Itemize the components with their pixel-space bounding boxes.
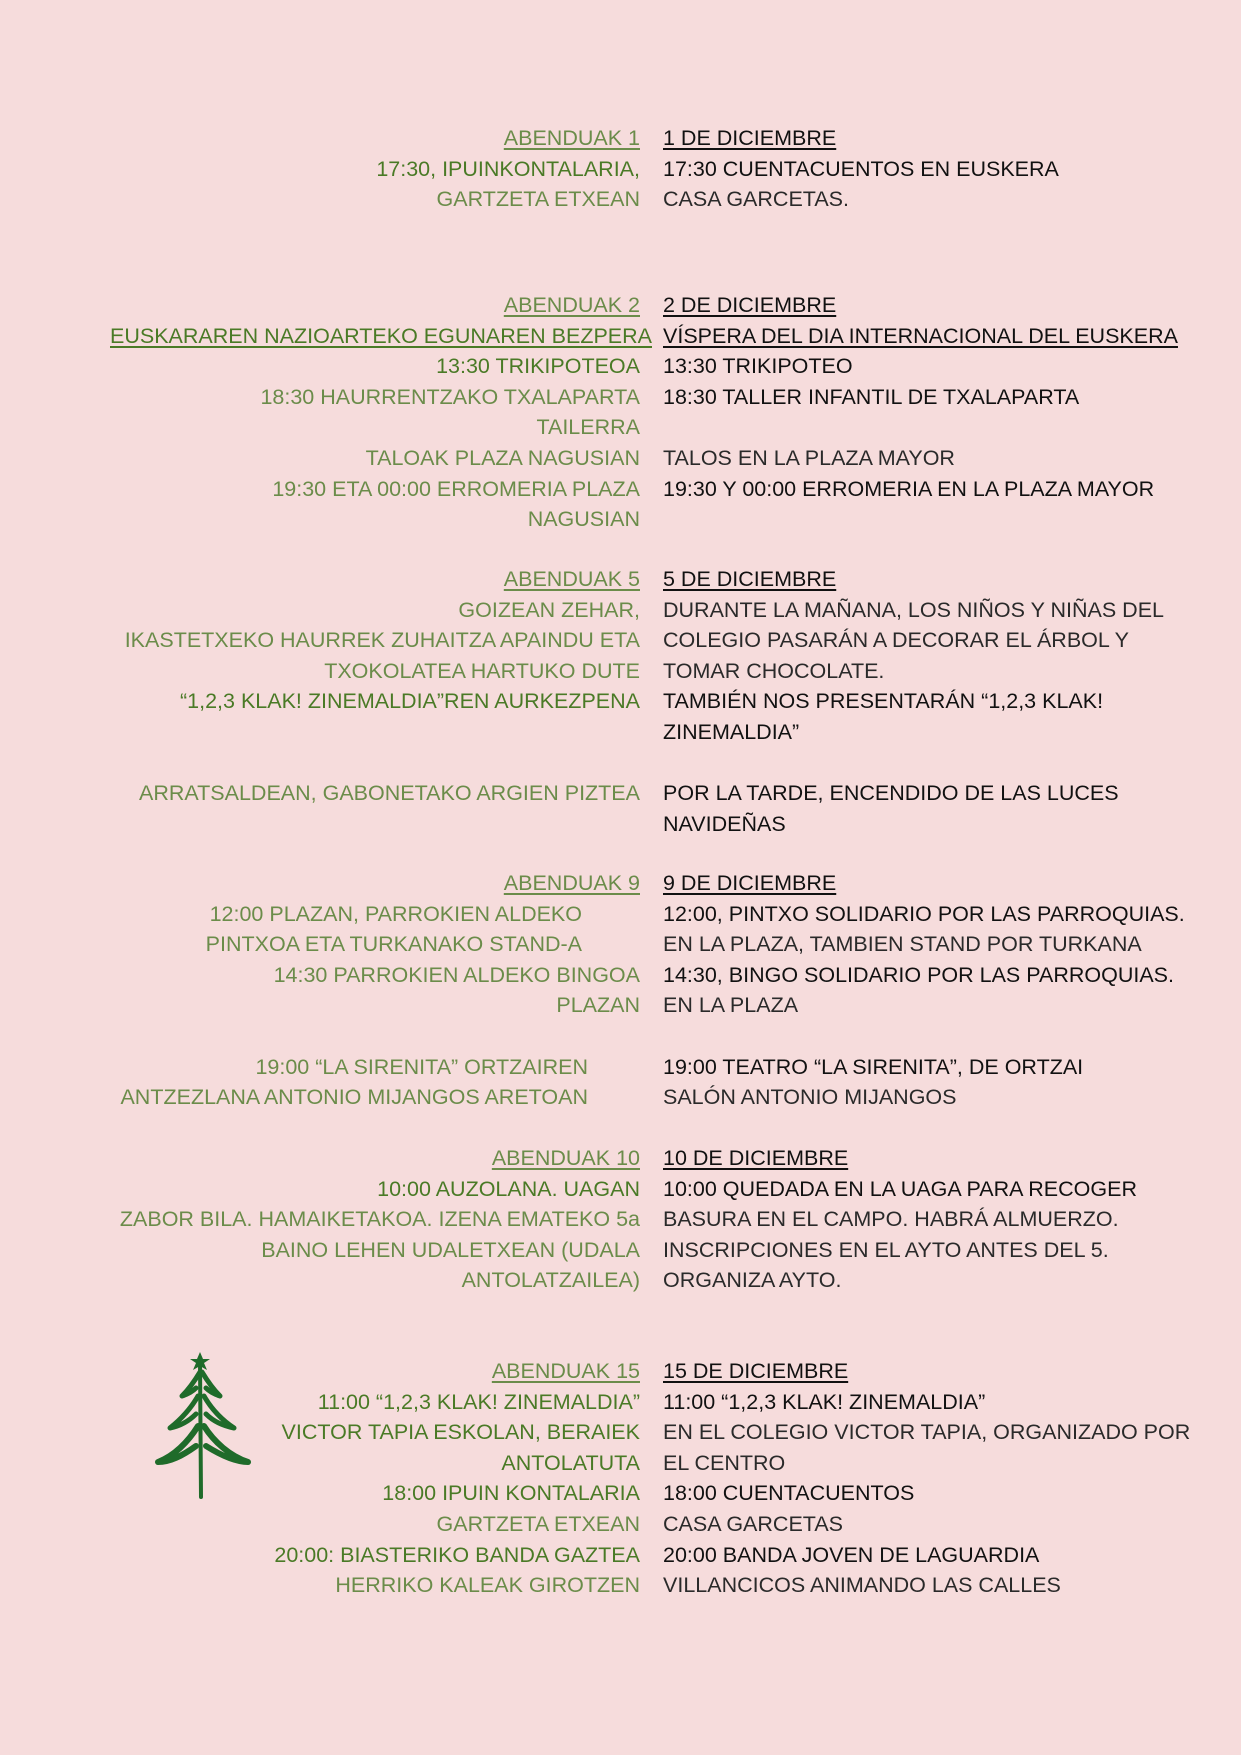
- spanish-column: [663, 1356, 1191, 1601]
- spanish-line-date-heading: 2 DE DICIEMBRE: [663, 293, 837, 317]
- basque-line: 19:00 “LA SIRENITA” ORTZAIREN: [255, 1054, 588, 1079]
- spanish-line-date-heading: 10 DE DICIEMBRE: [663, 1146, 849, 1170]
- spanish-line: 19:00 TEATRO “LA SIRENITA”, DE ORTZAI: [663, 1054, 1084, 1079]
- basque-line: GARTZETA ETXEAN: [436, 187, 640, 212]
- basque-line-date-heading: ABENDUAK 9: [503, 871, 640, 895]
- basque-line-date-heading: ABENDUAK 15: [491, 1359, 640, 1383]
- basque-line: TALOAK PLAZA NAGUSIAN: [365, 445, 640, 470]
- spanish-column: [663, 868, 1183, 1113]
- spanish-line: BASURA EN EL CAMPO. HABRÁ ALMUERZO.: [663, 1207, 1119, 1232]
- basque-line: EUSKARAREN NAZIOARTEKO EGUNAREN BEZPERA: [110, 323, 652, 348]
- basque-line: VICTOR TAPIA ESKOLAN, BERAIEK: [281, 1420, 640, 1445]
- basque-line: 10:00 AUZOLANA. UAGAN: [377, 1176, 640, 1201]
- spanish-line: 19:30 Y 00:00 ERROMERIA EN LA PLAZA MAYOR: [663, 476, 1155, 501]
- spanish-line: ZINEMALDIA”: [663, 719, 800, 744]
- spanish-line-date-heading: 15 DE DICIEMBRE: [663, 1359, 849, 1383]
- basque-line-date-heading: ABENDUAK 10: [491, 1146, 640, 1170]
- spanish-line: COLEGIO PASARÁN A DECORAR EL ÁRBOL Y: [663, 628, 1129, 653]
- spanish-line: INSCRIPCIONES EN EL AYTO ANTES DEL 5.: [663, 1237, 1109, 1262]
- basque-line: 13:30 TRIKIPOTEOA: [436, 354, 640, 379]
- spanish-line: 11:00 “1,2,3 KLAK! ZINEMALDIA”: [663, 1389, 986, 1414]
- basque-line: 12:00 PLAZAN, PARROKIEN ALDEKO: [209, 901, 582, 926]
- spanish-line: [663, 412, 1183, 443]
- spanish-line: POR LA TARDE, ENCENDIDO DE LAS LUCES: [663, 781, 1119, 806]
- basque-line: ARRATSALDEAN, GABONETAKO ARGIEN PIZTEA: [139, 781, 640, 806]
- basque-line: BAINO LEHEN UDALETXEAN (UDALA: [261, 1237, 640, 1262]
- spanish-line: 14:30, BINGO SOLIDARIO POR LAS PARROQUIAS.: [663, 962, 1174, 987]
- spanish-line: SALÓN ANTONIO MIJANGOS: [663, 1085, 957, 1110]
- spanish-line: EN LA PLAZA, TAMBIEN STAND POR TURKANA: [663, 932, 1142, 957]
- basque-line: 14:30 PARROKIEN ALDEKO BINGOA: [273, 962, 640, 987]
- spanish-line: 18:30 TALLER INFANTIL DE TXALAPARTA: [663, 384, 1080, 409]
- spanish-line: EL CENTRO: [663, 1450, 786, 1475]
- basque-line: IKASTETXEKO HAURREK ZUHAITZA APAINDU ETA: [124, 628, 640, 653]
- basque-line: 20:00: BIASTERIKO BANDA GAZTEA: [274, 1542, 640, 1567]
- basque-line: 17:30, IPUINKONTALARIA,: [376, 156, 640, 181]
- basque-line-date-heading: ABENDUAK 2: [503, 293, 640, 317]
- spanish-line: TALOS EN LA PLAZA MAYOR: [663, 445, 955, 470]
- basque-line: [110, 717, 640, 748]
- basque-column: [110, 1143, 640, 1296]
- basque-line: 19:30 ETA 00:00 ERROMERIA PLAZA: [272, 476, 640, 501]
- basque-column: [110, 868, 640, 1113]
- basque-line-date-heading: ABENDUAK 5: [503, 567, 640, 591]
- basque-line: ANTZEZLANA ANTONIO MIJANGOS ARETOAN: [120, 1085, 588, 1110]
- basque-line: TAILERRA: [536, 415, 640, 440]
- spanish-line: DURANTE LA MAÑANA, LOS NIÑOS Y NIÑAS DEL: [663, 597, 1165, 622]
- basque-line-date-heading: ABENDUAK 1: [503, 126, 640, 150]
- spanish-line: [663, 1021, 1183, 1052]
- basque-column: [110, 123, 640, 215]
- spanish-column: [663, 1143, 1183, 1296]
- basque-line: ANTOLATZAILEA): [461, 1268, 640, 1293]
- spanish-line: NAVIDEÑAS: [663, 811, 786, 836]
- spanish-line: [663, 748, 1183, 779]
- spanish-column: [663, 564, 1183, 839]
- basque-column: [110, 564, 640, 809]
- basque-line: 18:00 IPUIN KONTALARIA: [382, 1481, 640, 1506]
- spanish-line: TAMBIÉN NOS PRESENTARÁN “1,2,3 KLAK!: [663, 689, 1104, 714]
- spanish-line: 12:00, PINTXO SOLIDARIO POR LAS PARROQUIAS.: [663, 901, 1185, 926]
- spanish-line: 13:30 TRIKIPOTEO: [663, 354, 853, 379]
- basque-line: ZABOR BILA. HAMAIKETAKOA. IZENA EMATEKO 5a: [119, 1207, 640, 1232]
- basque-line: PLAZAN: [556, 993, 640, 1018]
- basque-line: [110, 1021, 640, 1052]
- spanish-line: VÍSPERA DEL DIA INTERNACIONAL DEL EUSKERA: [663, 323, 1178, 348]
- spanish-line: CASA GARCETAS.: [663, 187, 849, 212]
- spanish-line-date-heading: 5 DE DICIEMBRE: [663, 567, 837, 591]
- spanish-line: EN LA PLAZA: [663, 993, 799, 1018]
- basque-line: PINTXOA ETA TURKANAKO STAND-A: [205, 932, 582, 957]
- basque-line: 18:30 HAURRENTZAKO TXALAPARTA: [260, 384, 640, 409]
- spanish-line-date-heading: 1 DE DICIEMBRE: [663, 126, 837, 150]
- spanish-line: ORGANIZA AYTO.: [663, 1268, 842, 1293]
- spanish-line: 18:00 CUENTACUENTOS: [663, 1481, 915, 1506]
- spanish-line-date-heading: 9 DE DICIEMBRE: [663, 871, 837, 895]
- spanish-line: TOMAR CHOCOLATE.: [663, 658, 885, 683]
- basque-column: [110, 290, 652, 535]
- christmas-tree-icon: [152, 1352, 252, 1502]
- spanish-column: [663, 290, 1183, 504]
- spanish-column: [663, 123, 1183, 215]
- basque-line: NAGUSIAN: [527, 507, 640, 532]
- basque-line: GOIZEAN ZEHAR,: [458, 597, 640, 622]
- basque-line: TXOKOLATEA HARTUKO DUTE: [324, 658, 640, 683]
- basque-line: “1,2,3 KLAK! ZINEMALDIA”REN AURKEZPENA: [180, 689, 640, 714]
- basque-line: HERRIKO KALEAK GIROTZEN: [335, 1573, 640, 1598]
- spanish-line: 10:00 QUEDADA EN LA UAGA PARA RECOGER: [663, 1176, 1137, 1201]
- basque-line: GARTZETA ETXEAN: [436, 1511, 640, 1536]
- basque-line: ANTOLATUTA: [501, 1450, 640, 1475]
- spanish-line: EN EL COLEGIO VICTOR TAPIA, ORGANIZADO POR: [663, 1420, 1191, 1445]
- basque-line: 11:00 “1,2,3 KLAK! ZINEMALDIA”: [317, 1389, 640, 1414]
- spanish-line: 17:30 CUENTACUENTOS EN EUSKERA: [663, 156, 1059, 181]
- basque-line: [110, 748, 640, 779]
- spanish-line: VILLANCICOS ANIMANDO LAS CALLES: [663, 1573, 1061, 1598]
- spanish-line: 20:00 BANDA JOVEN DE LAGUARDIA: [663, 1542, 1040, 1567]
- spanish-line: CASA GARCETAS: [663, 1511, 844, 1536]
